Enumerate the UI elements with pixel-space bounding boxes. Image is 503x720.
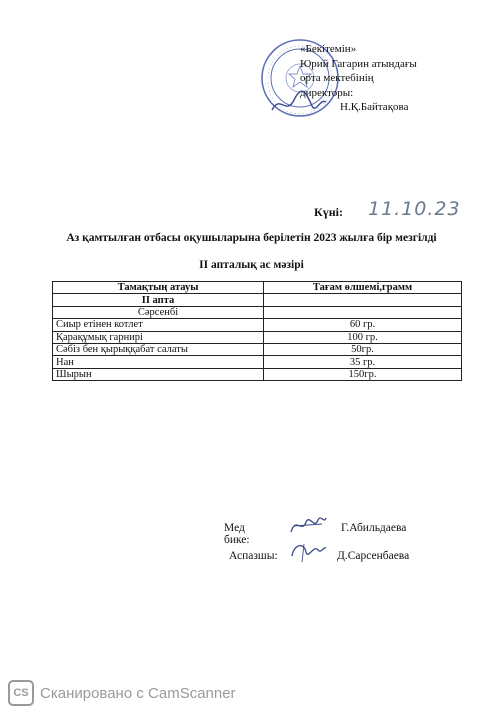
table-day-row <box>53 306 462 318</box>
director-signature <box>268 88 328 118</box>
table-row <box>53 368 462 380</box>
dish-amount: 35 гр. <box>264 356 462 368</box>
header-dish-name: Тамақтың атауы <box>53 282 264 294</box>
approval-signer-name: Н.Қ.Байтақова <box>340 101 409 113</box>
dish-name: Шырын <box>53 368 264 380</box>
dish-name: Нан <box>53 356 264 368</box>
menu-table <box>52 281 462 381</box>
dish-name: Сиыр етінен котлет <box>53 319 264 331</box>
table-row <box>53 343 462 355</box>
table-row <box>53 319 462 331</box>
date-value: 11.10.23 <box>368 198 461 220</box>
table-row <box>53 331 462 343</box>
approval-heading: «Бекітемін» <box>300 43 357 55</box>
dish-amount: 50гр. <box>264 343 462 355</box>
signature-name: Д.Сарсенбаева <box>337 550 410 562</box>
table-header-row <box>53 282 462 294</box>
dish-name: Сәбіз бен қырыққабат салаты <box>53 343 264 355</box>
dish-name: Қарақұмық гарнирі <box>53 331 264 343</box>
camscanner-logo-icon: CS <box>8 680 34 706</box>
cook-signature <box>288 538 328 564</box>
document-subtitle: II апталық ас мәзірі <box>199 259 304 271</box>
empty-cell <box>264 306 462 318</box>
approval-school-line-2: орта мектебінің <box>300 72 374 84</box>
signature-role: Аспазшы: <box>229 550 278 562</box>
approval-school-line: Юрий Гагарин атындағы <box>300 57 417 70</box>
nurse-signature <box>288 512 328 538</box>
camscanner-watermark <box>8 680 236 706</box>
signature-name: Г.Абильдаева <box>341 522 407 534</box>
week-cell: II апта <box>53 294 264 306</box>
day-cell: Сәрсенбі <box>53 306 264 318</box>
empty-cell <box>264 294 462 306</box>
table-week-row <box>53 294 462 306</box>
date-label: Күні: <box>314 205 343 219</box>
watermark-text: Сканировано с CamScanner <box>40 684 236 702</box>
approval-position: директоры: <box>300 86 354 99</box>
signature-role: Мед бике: <box>224 522 250 546</box>
dish-amount: 100 гр. <box>264 331 462 343</box>
dish-amount: 150гр. <box>264 368 462 380</box>
table-row <box>53 356 462 368</box>
header-portion: Тағам өлшемі,грамм <box>264 282 462 294</box>
dish-amount: 60 гр. <box>264 319 462 331</box>
document-title: Аз қамтылған отбасы оқушыларына берілетін 2023 жылға бір мезгілді <box>66 232 437 244</box>
